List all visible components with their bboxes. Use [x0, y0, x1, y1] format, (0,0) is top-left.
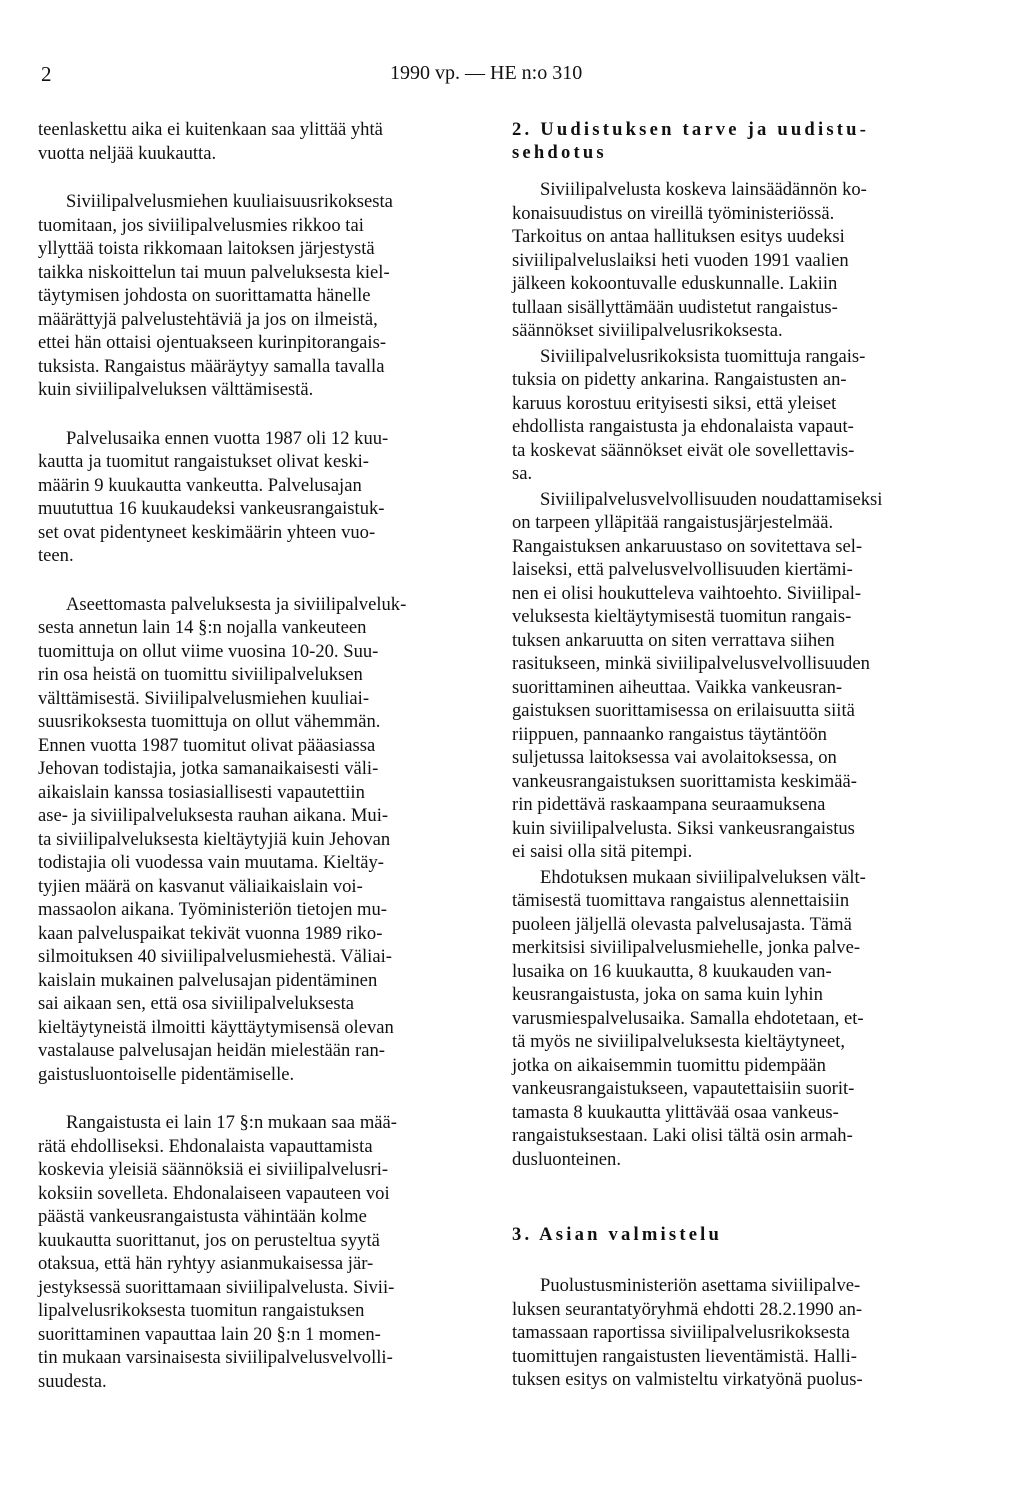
right-column — [512, 118, 984, 1392]
paragraph: teenlaskettu aika ei kuitenkaan saa ylittää yhtä vuotta neljää kuukautta. — [38, 119, 383, 164]
section-heading: 3. Asian valmistelu — [512, 1224, 723, 1245]
paragraph: Siviilipalvelusrikoksista tuomittuja rangais- tuksia on pidetty ankarina. Rangaistusten an- karuus korostuu erityisesti siksi, että yleiset ehdollista rangaistusta ja ehdonalaista vapaut- ta koskevat säännökset eivät ole sovellettavis- sa. — [512, 345, 866, 484]
page-number: 2 — [41, 62, 52, 86]
section-heading: 2. Uudistuksen tarve ja uudistu- sehdotus — [512, 119, 870, 163]
paragraph: Palvelusaika ennen vuotta 1987 oli 12 kuu- kautta ja tuomitut rangaistukset olivat keski- määrin 9 kuukautta vankeutta. Palvelusajan muututtua 16 kuukaudeksi vankeusrangaistuk- set ovat pidentyneet keskimäärin yhteen vuo- teen. — [38, 427, 389, 566]
paragraph: Aseettomasta palveluksesta ja siviilipalveluk- sesta annetun lain 14 §:n nojalla vankeuteen tuomittuja on ollut viime vuosina 10-20. Suu- rin osa heistä on tuomittu siviilipalveluksen välttämisestä. Siviilipalvelusmiehen kuuliai- suusrikoksesta tuomittuja on ollut vähemmän. Ennen vuotta 1987 tuomitut olivat pääasiassa Jehovan todistajia, jotka samanaikaisesti väli- aikaislain kanssa tosiasiallisesti vapautettiin ase- ja siviilipalveluksesta rauhan aikana. Mui- ta siviilipalveluksesta kieltäytyjiä kuin Jehovan todistajia oli vuodessa vain muutama. Kieltäy- tyjien määrä on kasvanut väliaikaislain voi- massaolon aikana. Työministeriön tietojen mu- kaan palveluspaikat tekivät vuonna 1989 riko- silmoituksen 40 siviilipalvelusmiehestä. Väliai- kaislain mukainen palvelusajan pidentäminen sai aikaan sen, että osa siviilipalveluksesta kieltäytyneistä ilmoitti käyttäytymisensä olevan vastalause palvelusajan heidän mielestään ran- gaistusluontoiselle pidentämiselle. — [38, 593, 407, 1085]
left-column — [38, 118, 510, 1393]
paragraph: Puolustusministeriön asettama siviilipalve- luksen seurantatyöryhmä ehdotti 28.2.1990 an- tamassaan raportissa siviilipalvelusrikoksesta tuomittujen rangaistusten lieventämistä. Halli- tuksen esitys on valmisteltu virkatyönä puolus- — [512, 1275, 863, 1390]
paragraph: Ehdotuksen mukaan siviilipalveluksen vält- tämisestä tuomittava rangaistus alennettaisiin puoleen jäljellä olevasta palvelusajasta. Tämä merkitsisi siviilipalvelusmiehelle, jonka palve- lusaika on 16 kuukautta, 8 kuukauden van- keusrangaistusta, joka on sama kuin lyhin varusmiespalvelusaika. Samalla ehdotetaan, et- tä myös ne siviilipalveluksesta kieltäytyneet, jotka on aikaisemmin tuomittu pidempään vankeusrangaistukseen, vapautettaisiin suorit- tamasta 8 kuukautta ylittävää osaa vankeus- rangaistuksestaan. Laki olisi tältä osin armah- dusluonteinen. — [512, 866, 866, 1170]
running-title: 1990 vp. — HE n:o 310 — [390, 62, 583, 84]
page-header — [0, 62, 1024, 92]
paragraph: Siviilipalvelusta koskeva lainsäädännön ko- konaisuudistus on vireillä työministeriössä. Tarkoitus on antaa hallituksen esitys uudeksi siviilipalveluslaiksi heti vuoden 1991 vaalien jälkeen kokoontuvalle eduskunnalle. Lakiin tullaan sisällyttämään uudistetut rangaistus- säännökset siviilipalvelusrikoksesta. — [512, 179, 867, 341]
paragraph: Siviilipalvelusvelvollisuuden noudattamiseksi on tarpeen ylläpitää rangaistusjärjestelmää. Rangaistuksen ankaruustaso on sovitettava sel- laiseksi, että palvelusvelvollisuuden kiertämi- nen ei olisi houkutteleva vaihtoehto. Siviilipal- veluksesta kieltäytymisestä tuomitun rangais- tuksen ankaruutta on siten verrattava siihen rasitukseen, minkä siviilipalvelusvelvollisuuden suorittaminen aiheuttaa. Vaikka vankeusran- gaistuksen suorittamisessa on erilaisuutta siitä riippuen, pannaanko rangaistus täytäntöön suljetussa laitoksessa vai avolaitoksessa, on vankeusrangaistuksen suorittamista keskimää- rin pidettävä raskaampana seuraamuksena kuin siviilipalvelusta. Siksi vankeusrangaistus ei saisi olla sitä pitempi. — [512, 488, 883, 862]
paragraph: Rangaistusta ei lain 17 §:n mukaan saa mää- rätä ehdolliseksi. Ehdonalaista vapauttamista koskevia yleisiä säännöksiä ei siviilipalvelusri- koksiin sovelleta. Ehdonalaiseen vapauteen voi päästä vankeusrangaistusta vähintään kolme kuukautta suorittanut, jos on perusteltua syytä otaksua, että hän ryhtyy asianmukaisessa jär- jestyksessä suorittamaan siviilipalvelusta. Sivii- lipalvelusrikoksesta tuomitun rangaistuksen suorittaminen vapauttaa lain 20 §:n 1 momen- tin mukaan varsinaisesta siviilipalvelusvelvolli- suudesta. — [38, 1112, 397, 1392]
paragraph: Siviilipalvelusmiehen kuuliaisuusrikoksesta tuomitaan, jos siviilipalvelusmies rikkoo tai yllyttää toista rikkomaan laitoksen järjestystä taikka niskoittelun tai muun palveluksesta kiel- täytymisen johdosta on suorittamatta hänelle määrättyjä palvelustehtäviä ja jos on ilmeistä, ettei hän ottaisi ojentuakseen kurinpitorangais- tuksista. Rangaistus määräytyy samalla tavalla kuin siviilipalveluksen välttämisestä. — [38, 191, 393, 400]
